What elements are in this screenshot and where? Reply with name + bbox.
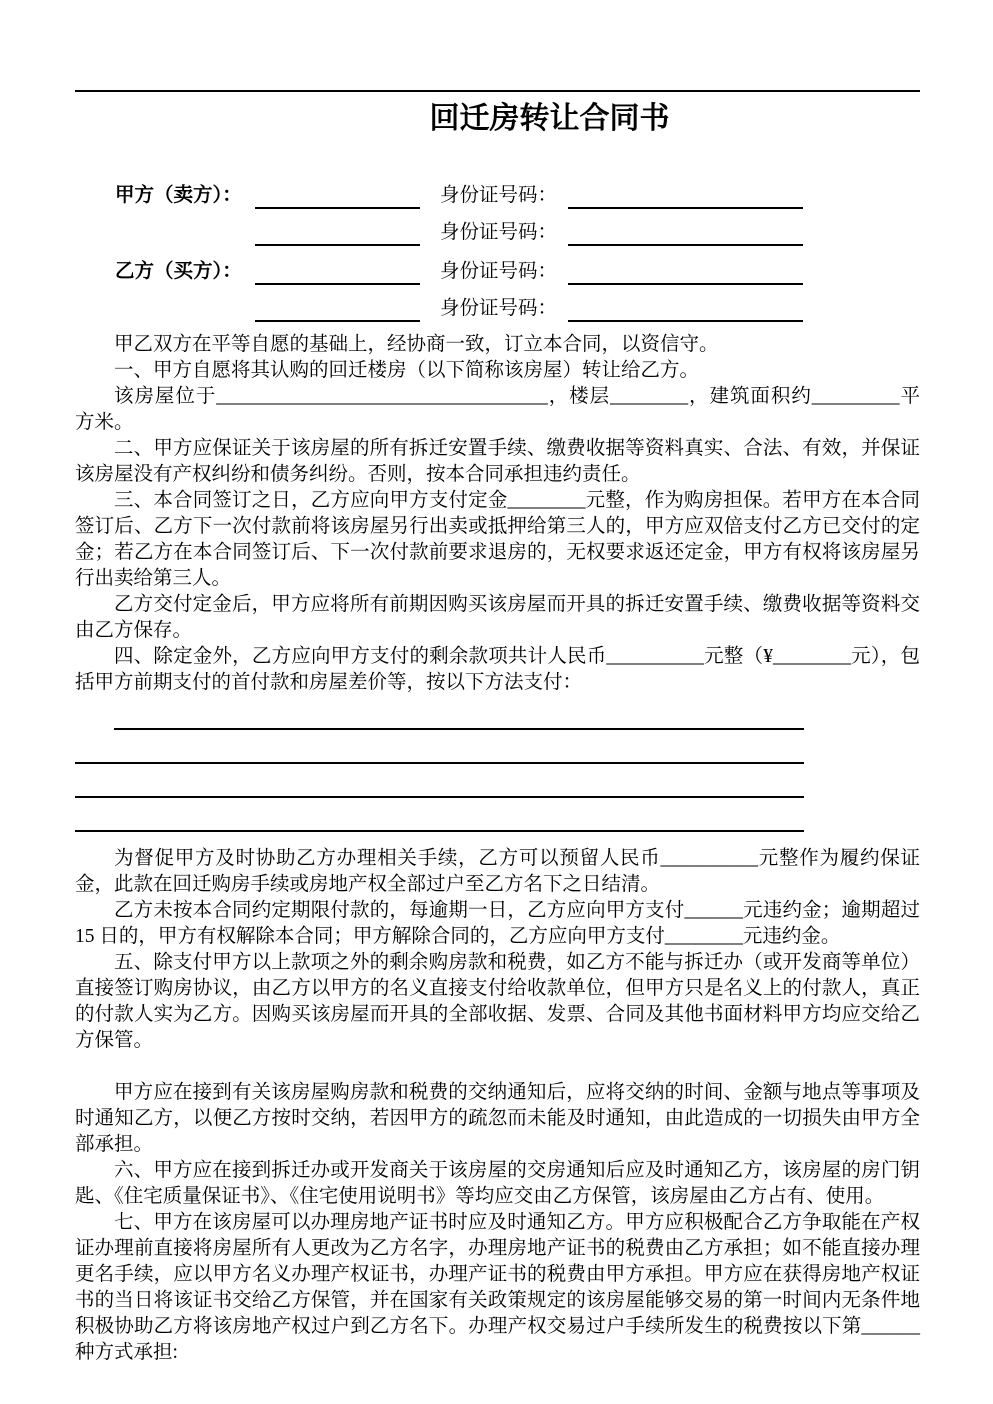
payment-method-line-3[interactable] <box>75 764 804 798</box>
paragraph-clause-3: 三、本合同签订之日，乙方应向甲方支付定金________元整，作为购房担保。若甲方在本合同签订后、乙方下一次付款前将该房屋另行出卖或抵押给第三人的，甲方应双倍支付乙方已交付的定金；若乙方在本合同签订后、下一次付款前要求退房的，无权要求返还定金，甲方有权将该房屋另行出卖给第三人。 <box>75 490 920 589</box>
buyer2-name-blank[interactable] <box>255 296 420 322</box>
party-row-buyer-2 <box>75 290 920 328</box>
seller-id-blank[interactable] <box>568 183 803 209</box>
seller2-id-blank[interactable] <box>568 220 803 246</box>
paragraph-clause-6: 六、甲方应在接到拆迁办或开发商关于该房屋的交房通知后应及时通知乙方，该房屋的房门钥匙、《住宅质量保证书》、《住宅使用说明书》等均应交由乙方保管，该房屋由乙方占有、使用。 <box>75 1160 920 1207</box>
paragraph-clause-5: 五、除支付甲方以上款项之外的剩余购房款和税费，如乙方不能与拆迁办（或开发商等单位）直接签订购房协议，由乙方以甲方的名义直接支付给收款单位，但甲方只是名义上的付款人，真正的付款人实为乙方。因购买该房屋而开具的全部收据、发票、合同及其他书面材料甲方均应交给乙方保管。 <box>75 952 920 1051</box>
page-title: 回迁房转让合同书 <box>429 102 670 135</box>
paragraph-clause-4: 四、除定金外，乙方应向甲方支付的剩余款项共计人民币__________元整（¥________元），包括甲方前期支付的首付款和房屋差价等，按以下方法支付： <box>75 646 920 693</box>
paragraph-house-location: 该房屋位于__________________________________，楼层________，建筑面积约_________平方米。 <box>75 386 920 433</box>
payment-method-line-2[interactable] <box>75 730 804 764</box>
paragraph-clause-1: 一、甲方自愿将其认购的回迁楼房（以下简称该房屋）转让给乙方。 <box>114 360 700 381</box>
id-number-label: 身份证号码： <box>440 298 558 319</box>
party-row-seller <box>75 176 920 214</box>
id-number-label: 身份证号码： <box>440 222 558 243</box>
payment-method-line-1[interactable] <box>114 696 804 730</box>
paragraph-performance-bond: 为督促甲方及时协助乙方办理相关手续，乙方可以预留人民币__________元整作为履约保证金，此款在回迁购房手续或房地产权全部过户至乙方名下之日结清。 <box>75 848 920 895</box>
seller-name-blank[interactable] <box>255 183 420 209</box>
buyer-id-blank[interactable] <box>568 259 803 285</box>
seller-label: 甲方（卖方）： <box>115 184 242 206</box>
paragraph-intro: 甲乙双方在平等自愿的基础上，经协商一致，订立本合同，以资信守。 <box>114 334 719 355</box>
seller2-name-blank[interactable] <box>255 220 420 246</box>
paragraph-payment-notice: 甲方应在接到有关该房屋购房款和税费的交纳通知后，应将交纳的时间、金额与地点等事项及时通知乙方，以便乙方按时交纳，若因甲方的疏忽而未能及时通知，由此造成的一切损失由甲方全部承担。 <box>75 1082 920 1155</box>
id-number-label: 身份证号码： <box>440 185 558 206</box>
party-row-buyer <box>75 252 920 290</box>
payment-method-line-4[interactable] <box>75 798 804 832</box>
party-row-seller-2 <box>75 214 920 252</box>
buyer-name-blank[interactable] <box>255 259 420 285</box>
paragraph-clause-7: 七、甲方在该房屋可以办理房地产证书时应及时通知乙方。甲方应积极配合乙方争取能在产权证办理前直接将房屋所有人更改为乙方名字，办理房地产证书的税费由乙方承担；如不能直接办理更名手续，应以甲方名义办理产权证书，办理产证书的税费由甲方承担。甲方应在获得房地产权证书的当日将该证书交给乙方保管，并在国家有关政策规定的该房屋能够交易的第一时间内无条件地积极协助乙方将该房地产权过户到乙方名下。办理产权交易过户手续所发生的税费按以下第______种方式承担: <box>75 1212 920 1363</box>
paragraph-late-payment: 乙方未按本合同约定期限付款的，每逾期一日，乙方应向甲方支付______元违约金；逾期超过 15 日的，甲方有权解除本合同；甲方解除合同的，乙方应向甲方支付________元违约金。 <box>75 900 920 947</box>
paragraph-clause-2: 二、甲方应保证关于该房屋的所有拆迁安置手续、缴费收据等资料真实、合法、有效，并保证该房屋没有产权纠纷和债务纠纷。否则，按本合同承担违约责任。 <box>75 438 920 485</box>
buyer-label: 乙方（买方）： <box>115 260 242 282</box>
payment-method-lines <box>75 696 920 832</box>
paragraph-deposit-handover: 乙方交付定金后，甲方应将所有前期因购买该房屋而开具的拆迁安置手续、缴费收据等资料交由乙方保存。 <box>75 594 920 641</box>
parties-section <box>75 176 920 328</box>
id-number-label: 身份证号码： <box>440 261 558 282</box>
header-rule <box>75 90 920 92</box>
buyer2-id-blank[interactable] <box>568 296 803 322</box>
contract-body <box>75 332 920 1366</box>
